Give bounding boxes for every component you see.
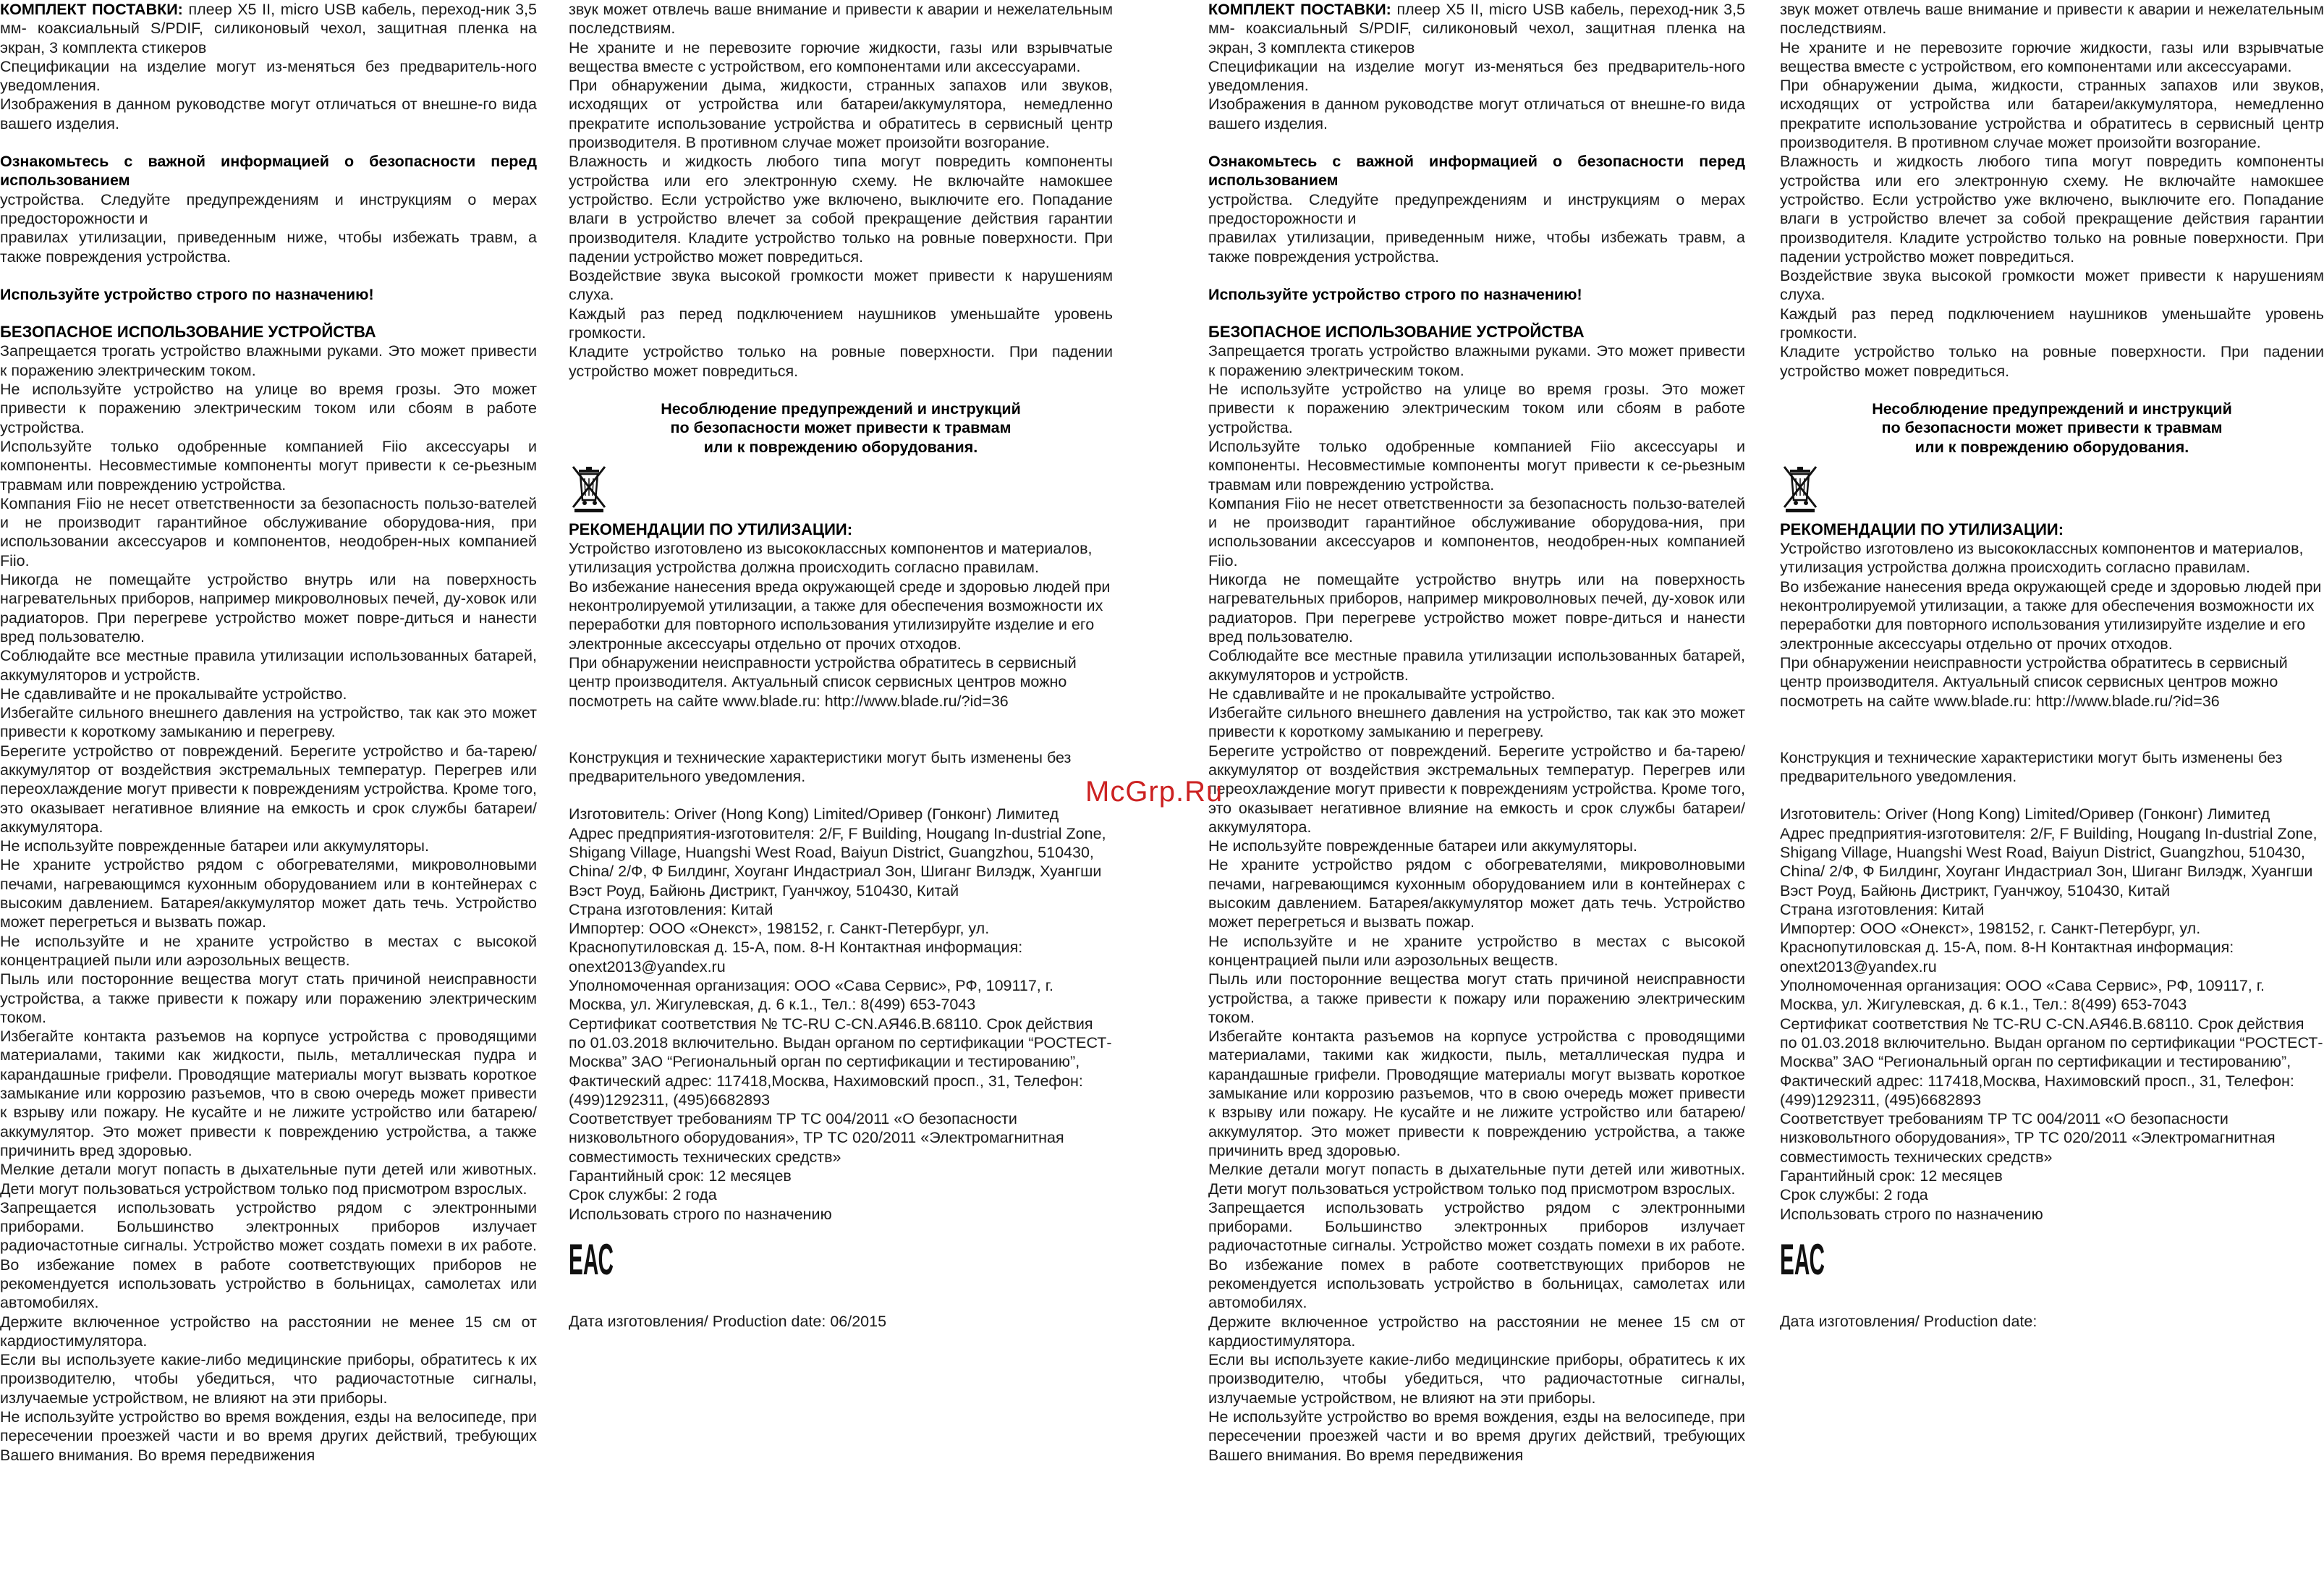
warning-line: или к повреждению оборудования. <box>1914 438 2189 456</box>
safe-use-title: БЕЗОПАСНОЕ ИСПОЛЬЗОВАНИЕ УСТРОЙСТВА <box>1208 323 1585 342</box>
construction-note: Конструкция и технические характеристики могут быть изменены без предварительного уведомления. <box>1780 748 2283 786</box>
warning-line: Несоблюдение предупреждений и инструкций <box>1872 399 2232 418</box>
manufacturer-line: Использовать строго по назначению <box>1780 1205 2043 1223</box>
specs-note: Спецификации на изделие могут из-меняться без предваритель-ного уведомления. <box>1208 57 1745 95</box>
safety-intro-title: Ознакомьтесь с важной информацией о безопасности перед использованием <box>1208 153 1745 190</box>
warning-line: или к повреждению оборудования. <box>703 438 978 456</box>
safety-paragraph: Соблюдайте все местные правила утилизации использованных батарей, аккумуляторов и устройств. <box>1208 647 1745 684</box>
safety-paragraph: Кладите устройство только на ровные поверхности. При падении устройство может повредиться. <box>1780 343 2324 380</box>
safety-paragraph: Никогда не помещайте устройство внутрь или на поверхность нагревательных приборов, например микроволновых печей, ду-ховок или радиаторов. При перегреве устройство может повре-диться и нанести вред пользователю. <box>0 571 537 645</box>
safety-paragraph: Держите включенное устройство на расстоянии не менее 15 см от кардиостимулятора. <box>1208 1313 1745 1350</box>
safety-paragraph: При обнаружении дыма, жидкости, странных запахов или звуков, исходящих от устройства или батареи/аккумулятора, немедленно прекратите использование устройства и обратитесь в сервисный центр производителя. В противном случае может произойти возгорание. <box>1780 77 2324 152</box>
safety-intro-title: Ознакомьтесь с важной информацией о безопасности перед использованием <box>0 153 537 190</box>
safety-paragraph: Не храните устройство рядом с обогревателями, микроволновыми печами, нагревающимся кухонным оборудованием или в контейнерах с высоким давлением. Батарея/аккумулятор может дать течь. Устройство может перегреться и вызвать пожар. <box>0 856 537 931</box>
eac-mark-icon <box>569 1232 1113 1283</box>
safety-paragraph: Каждый раз перед подключением наушников уменьшайте уровень громкости. <box>569 305 1113 342</box>
manufacturer-line: Соответствует требованиям ТР ТС 004/2011 «О безопасности низковольтного оборудования», ТР ТС 020/2011 «Электромагнитная совместимость технических средств» <box>569 1110 1064 1166</box>
manufacturer-line: Страна изготовления: Китай <box>1780 900 1985 918</box>
construction-note: Конструкция и технические характеристики могут быть изменены без предварительного уведомления. <box>569 748 1072 786</box>
safety-intro-line: устройства. Следуйте предупреждениям и инструкциям о мерах предосторожности и <box>1208 190 1745 227</box>
safety-paragraph: Запрещается использовать устройство рядом с электронными приборами. Большинство электронных приборов излучает радиочастотные сигналы. Устройство может создать помехи в их работе. Во избежание помех в работе соответствующих приборов не рекомендуется использовать устройство в больницах, самолетах или автомобилях. <box>0 1198 537 1312</box>
safety-paragraph: Воздействие звука высокой громкости может привести к нарушениям слуха. <box>569 267 1113 304</box>
disposal-title: РЕКОМЕНДАЦИИ ПО УТИЛИЗАЦИИ: <box>1780 520 2064 538</box>
warning-line: по безопасности может привести к травмам <box>670 419 1012 437</box>
safety-paragraph: Воздействие звука высокой громкости может привести к нарушениям слуха. <box>1780 267 2324 304</box>
manufacturer-line: Использовать строго по назначению <box>569 1205 832 1223</box>
safety-paragraph: Компания Fiio не несет ответственности за безопасность пользо-вателей и не производит гарантийное обслуживание оборудова-ния, при использовании аксессуаров и компонентов, неодобрен-ных компанией Fiio. <box>1208 494 1745 570</box>
safety-paragraph: Не используйте поврежденные батареи или аккумуляторы. <box>1208 837 1637 855</box>
safety-paragraph: Не сдавливайте и не прокалывайте устройство. <box>1208 685 1556 703</box>
safe-use-title: БЕЗОПАСНОЕ ИСПОЛЬЗОВАНИЕ УСТРОЙСТВА <box>0 323 376 342</box>
safety-paragraph: Не используйте устройство во время вождения, езды на велосипеде, при пересечении проезжей части и во время других действий, требующих Вашего внимания. Во время передвижения <box>1208 1408 1745 1464</box>
safety-paragraph: Мелкие детали могут попасть в дыхательные пути детей или животных. Дети могут пользоваться устройством только под присмотром взрослых. <box>0 1161 537 1198</box>
manufacturer-line: Срок службы: 2 года <box>1780 1186 1928 1204</box>
safety-paragraph: Кладите устройство только на ровные поверхности. При падении устройство может повредиться. <box>569 343 1113 380</box>
manufacturer-line: Адрес предприятия-изготовителя: 2/F, F Building, Hougang In-dustrial Zone, Shigang Village, Huangshi West Road, Baiyun District, Guangzhou, 510430, China/ 2/Ф, Ф Билдинг, Хоуганг Индастриал Зон, Шиганг Вилэдж, Хуангши Вэст Роуд, Байюнь Дистрикт, Гуанчжоу, 510430, Китай <box>569 824 1106 899</box>
disposal-paragraph: При обнаружении неисправности устройства обратитесь в сервисный центр производителя. Актуальный список сервисных центров можно посмотреть на сайте www.blade.ru: http://www.blade.ru/?id=36 <box>1780 653 2288 710</box>
safety-intro-line: правилах утилизации, приведенным ниже, чтобы избежать травм, а также повреждения устройства. <box>0 229 537 266</box>
use-strictly-heading: Используйте устройство строго по назначению! <box>0 285 374 303</box>
safety-paragraph: Не храните и не перевозите горючие жидкости, газы или взрывчатые вещества вместе с устройством, его компонентами или аксессуарами. <box>569 38 1113 75</box>
safety-paragraph: Запрещается трогать устройство влажными руками. Это может привести к поражению электрическим током. <box>1208 342 1745 379</box>
disposal-title: РЕКОМЕНДАЦИИ ПО УТИЛИЗАЦИИ: <box>569 520 853 538</box>
safety-paragraph: Не используйте устройство на улице во время грозы. Это может привести к поражению электрическим током или сбоям в работе устройства. <box>0 381 537 436</box>
manufacturer-line: Соответствует требованиям ТР ТС 004/2011 «О безопасности низковольтного оборудования», ТР ТС 020/2011 «Электромагнитная совместимость технических средств» <box>1780 1110 2276 1166</box>
safety-paragraph: Не используйте и не храните устройство в местах с высокой концентрацией пыли или аэрозольных веществ. <box>0 932 537 969</box>
disposal-paragraph: Во избежание нанесения вреда окружающей среде и здоровью людей при неконтролируемой утилизации, а также для обеспечения возможности их переработки для повторного использования утилизируйте изделие и его электронные аксессуары отдельно от прочих отходов. <box>569 577 1111 653</box>
manufacturer-line: Гарантийный срок: 12 месяцев <box>1780 1167 2003 1185</box>
safety-paragraph: Мелкие детали могут попасть в дыхательные пути детей или животных. Дети могут пользоваться устройством только под присмотром взрослых. <box>1208 1161 1745 1198</box>
safety-paragraph: Никогда не помещайте устройство внутрь или на поверхность нагревательных приборов, например микроволновых печей, ду-ховок или радиаторов. При перегреве устройство может повре-диться и нанести вред пользователю. <box>1208 571 1745 645</box>
safety-paragraph: Берегите устройство от повреждений. Берегите устройство и ба-тарею/аккумулятор от воздействия экстремальных температур. Перегрев или переохлаждение могут привести к повреждениям устройства. Кроме того, это оказывает негативное влияние на емкость и срок службы батареи/аккумулятора. <box>1208 742 1745 836</box>
manufacturer-line: Изготовитель: Oriver (Hong Kong) Limited/Оривер (Гонконг) Лимитед <box>1780 805 2270 824</box>
safety-paragraph: Используйте только одобренные компанией Fiio аксессуары и компоненты. Несовместимые компоненты могут привести к се-рьезным травмам или повреждению устройства. <box>1208 437 1745 494</box>
disposal-paragraph: Устройство изготовлено из высококлассных компонентов и материалов, утилизация устройства должна происходить согласно правилам. <box>1780 540 2304 577</box>
disposal-paragraph: При обнаружении неисправности устройства обратитесь в сервисный центр производителя. Актуальный список сервисных центров можно посмотреть на сайте www.blade.ru: http://www.blade.ru/?id=36 <box>569 653 1077 710</box>
package-contents: КОМПЛЕКТ ПОСТАВКИ: плеер X5 II, micro USB кабель, переход-ник 3,5 мм- коаксиальный S/PDIF, силиконовый чехол, защитная пленка на экран, 3 комплекта стикеров <box>0 1 537 56</box>
safety-intro-line: правилах утилизации, приведенным ниже, чтобы избежать травм, а также повреждения устройства. <box>1208 229 1745 266</box>
safety-paragraph: Избегайте сильного внешнего давления на устройство, так как это может привести к короткому замыканию и перегреву. <box>1208 704 1745 741</box>
warning-line: Несоблюдение предупреждений и инструкций <box>661 399 1021 418</box>
manufacturer-line: Уполномоченная организация: ООО «Сава Сервис», РФ, 109117, г. Москва, ул. Жигулевская, д. 6 к.1., Тел.: 8(499) 653-7043 <box>1780 977 2265 1014</box>
right-page-column-1 <box>1208 0 1745 1579</box>
right-page-column-2 <box>1780 0 2324 1579</box>
manufacturer-line: Импортер: ООО «Онекст», 198152, г. Санкт-Петербург, ул. Краснопутиловская д. 15-А, пом. 8-Н Контактная информация: onext2013@yandex.ru <box>569 920 1023 975</box>
safety-paragraph: Не храните и не перевозите горючие жидкости, газы или взрывчатые вещества вместе с устройством, его компонентами или аксессуарами. <box>1780 38 2324 75</box>
safety-paragraph: Если вы используете какие-либо медицинские приборы, обратитесь к их производителю, чтобы убедиться, что радиочастотные сигналы, излучаемые устройством, не влияют на эти приборы. <box>0 1351 537 1407</box>
safety-paragraph: Каждый раз перед подключением наушников уменьшайте уровень громкости. <box>1780 305 2324 342</box>
safety-paragraph: Влажность и жидкость любого типа могут повредить компоненты устройства или его электронную схему. Не включайте намокшее устройство. Если устройство уже включено, выключите его. Попадание влаги в устройство влечет за собой прекращение действия гарантии производителя. Кладите устройство только на ровные поверхности. При падении устройство может повредиться. <box>1780 153 2324 266</box>
manufacturer-line: Гарантийный срок: 12 месяцев <box>569 1167 792 1185</box>
manufacturer-line: Изготовитель: Oriver (Hong Kong) Limited/Оривер (Гонконг) Лимитед <box>569 805 1059 824</box>
manufacturer-line: Срок службы: 2 года <box>569 1186 717 1204</box>
safety-paragraph: Соблюдайте все местные правила утилизации использованных батарей, аккумуляторов и устройств. <box>0 647 537 684</box>
safety-intro-line: устройства. Следуйте предупреждениям и инструкциям о мерах предосторожности и <box>0 190 537 227</box>
safety-paragraph: Компания Fiio не несет ответственности за безопасность пользо-вателей и не производит гарантийное обслуживание оборудова-ния, при использовании аксессуаров и компонентов, неодобрен-ных компанией Fiio. <box>0 494 537 570</box>
safety-paragraph: Берегите устройство от повреждений. Берегите устройство и ба-тарею/аккумулятор от воздействия экстремальных температур. Перегрев или переохлаждение могут привести к повреждениям устройства. Кроме того, это оказывает негативное влияние на емкость и срок службы батареи/аккумулятора. <box>0 742 537 836</box>
safety-paragraph: Не используйте устройство во время вождения, езды на велосипеде, при пересечении проезжей части и во время других действий, требующих Вашего внимания. Во время передвижения <box>0 1408 537 1464</box>
safety-paragraph: звук может отвлечь ваше внимание и привести к аварии и нежелательным последствиям. <box>569 1 1113 38</box>
manufacturer-line: Сертификат соответствия № TC-RU C-CN.АЯ46.В.68110. Срок действия по 01.03.2018 включительно. Выдан органом по сертификации “РОСТЕСТ- Москва” ЗАО “Региональный орган по сертификации и тестированию”, Фактический адрес: 117418,Москва, Нахимовский просп., 31, Телефон: (499)1292311, (495)6682893 <box>569 1015 1112 1109</box>
safety-paragraph: Не используйте устройство на улице во время грозы. Это может привести к поражению электрическим током или сбоям в работе устройства. <box>1208 381 1745 436</box>
safety-paragraph: Запрещается использовать устройство рядом с электронными приборами. Большинство электронных приборов излучает радиочастотные сигналы. Устройство может создать помехи в их работе. Во избежание помех в работе соответствующих приборов не рекомендуется использовать устройство в больницах, самолетах или автомобилях. <box>1208 1198 1745 1312</box>
weee-bin-icon <box>569 464 1113 515</box>
manufacturer-line: Уполномоченная организация: ООО «Сава Сервис», РФ, 109117, г. Москва, ул. Жигулевская, д. 6 к.1., Тел.: 8(499) 653-7043 <box>569 977 1053 1014</box>
specs-note: Спецификации на изделие могут из-меняться без предваритель-ного уведомления. <box>0 57 537 95</box>
watermark: McGrp.Ru <box>1085 776 1224 808</box>
safety-paragraph: звук может отвлечь ваше внимание и привести к аварии и нежелательным последствиям. <box>1780 1 2324 38</box>
safety-paragraph: Избегайте контакта разъемов на корпусе устройства с проводящими материалами, такими как жидкости, пыль, металлическая пудра и карандашные грифели. Проводящие материалы могут вызвать короткое замыкание или коррозию разъемов, что в свою очередь может привести к взрыву или пожару. Не кусайте и не лижите устройство или батарею/аккумулятор. Это может привести к повреждению устройства, а также причинить вред здоровью. <box>0 1028 537 1159</box>
safety-paragraph: Избегайте сильного внешнего давления на устройство, так как это может привести к короткому замыканию и перегреву. <box>0 704 537 741</box>
safety-paragraph: Если вы используете какие-либо медицинские приборы, обратитесь к их производителю, чтобы убедиться, что радиочастотные сигналы, излучаемые устройством, не влияют на эти приборы. <box>1208 1351 1745 1407</box>
eac-label: ЕАС <box>569 1235 614 1284</box>
package-contents: КОМПЛЕКТ ПОСТАВКИ: плеер X5 II, micro USB кабель, переход-ник 3,5 мм- коаксиальный S/PDIF, силиконовый чехол, защитная пленка на экран, 3 комплекта стикеров <box>1208 1 1745 56</box>
disposal-paragraph: Устройство изготовлено из высококлассных компонентов и материалов, утилизация устройства должна происходить согласно правилам. <box>569 540 1093 577</box>
left-page-column-1 <box>0 0 537 1579</box>
warning-line: по безопасности может привести к травмам <box>1881 419 2223 437</box>
images-note: Изображения в данном руководстве могут отличаться от внешне-го вида вашего изделия. <box>0 96 537 132</box>
weee-bin-icon <box>1780 464 2324 515</box>
manufacturer-line: Импортер: ООО «Онекст», 198152, г. Санкт-Петербург, ул. Краснопутиловская д. 15-А, пом. 8-Н Контактная информация: onext2013@yandex.ru <box>1780 920 2234 975</box>
eac-mark-icon <box>1780 1232 2324 1283</box>
safety-paragraph: Не храните устройство рядом с обогревателями, микроволновыми печами, нагревающимся кухонным оборудованием или в контейнерах с высоким давлением. Батарея/аккумулятор может дать течь. Устройство может перегреться и вызвать пожар. <box>1208 856 1745 931</box>
eac-label: ЕАС <box>1780 1235 1825 1284</box>
manufacturer-line: Сертификат соответствия № TC-RU C-CN.АЯ46.В.68110. Срок действия по 01.03.2018 включительно. Выдан органом по сертификации “РОСТЕСТ- Москва” ЗАО “Региональный орган по сертификации и тестированию”, Фактический адрес: 117418,Москва, Нахимовский просп., 31, Телефон: (499)1292311, (495)6682893 <box>1780 1015 2323 1109</box>
disposal-paragraph: Во избежание нанесения вреда окружающей среде и здоровью людей при неконтролируемой утилизации, а также для обеспечения возможности их переработки для повторного использования утилизируйте изделие и его электронные аксессуары отдельно от прочих отходов. <box>1780 577 2322 653</box>
safety-paragraph: Не используйте поврежденные батареи или аккумуляторы. <box>0 837 429 855</box>
safety-paragraph: Не используйте и не храните устройство в местах с высокой концентрацией пыли или аэрозольных веществ. <box>1208 932 1745 969</box>
safety-paragraph: Запрещается трогать устройство влажными руками. Это может привести к поражению электрическим током. <box>0 342 537 379</box>
safety-paragraph: При обнаружении дыма, жидкости, странных запахов или звуков, исходящих от устройства или батареи/аккумулятора, немедленно прекратите использование устройства и обратитесь в сервисный центр производителя. В противном случае может произойти возгорание. <box>569 77 1113 152</box>
safety-paragraph: Пыль или посторонние вещества могут стать причиной неисправности устройства, а также привести к пожару или поражению электрическим током. <box>1208 970 1745 1026</box>
safety-paragraph: Избегайте контакта разъемов на корпусе устройства с проводящими материалами, такими как жидкости, пыль, металлическая пудра и карандашные грифели. Проводящие материалы могут вызвать короткое замыкание или коррозию разъемов, что в свою очередь может привести к взрыву или пожару. Не кусайте и не лижите устройство или батарею/аккумулятор. Это может привести к повреждению устройства, а также причинить вред здоровью. <box>1208 1028 1745 1159</box>
safety-paragraph: Держите включенное устройство на расстоянии не менее 15 см от кардиостимулятора. <box>0 1313 537 1350</box>
production-date: Дата изготовления/ Production date: 06/2015 <box>569 1312 887 1330</box>
production-date: Дата изготовления/ Production date: <box>1780 1312 2037 1330</box>
manufacturer-line: Страна изготовления: Китай <box>569 900 773 918</box>
use-strictly-heading: Используйте устройство строго по назначению! <box>1208 285 1582 303</box>
manufacturer-line: Адрес предприятия-изготовителя: 2/F, F Building, Hougang In-dustrial Zone, Shigang Village, Huangshi West Road, Baiyun District, Guangzhou, 510430, China/ 2/Ф, Ф Билдинг, Хоуганг Индастриал Зон, Шиганг Вилэдж, Хуангши Вэст Роуд, Байюнь Дистрикт, Гуанчжоу, 510430, Китай <box>1780 824 2317 899</box>
safety-paragraph: Пыль или посторонние вещества могут стать причиной неисправности устройства, а также привести к пожару или поражению электрическим током. <box>0 970 537 1026</box>
safety-paragraph: Влажность и жидкость любого типа могут повредить компоненты устройства или его электронную схему. Не включайте намокшее устройство. Если устройство уже включено, выключите его. Попадание влаги в устройство влечет за собой прекращение действия гарантии производителя. Кладите устройство только на ровные поверхности. При падении устройство может повредиться. <box>569 153 1113 266</box>
safety-paragraph: Не сдавливайте и не прокалывайте устройство. <box>0 685 347 703</box>
left-page-column-2 <box>569 0 1113 1579</box>
safety-paragraph: Используйте только одобренные компанией Fiio аксессуары и компоненты. Несовместимые компоненты могут привести к се-рьезным травмам или повреждению устройства. <box>0 437 537 494</box>
images-note: Изображения в данном руководстве могут отличаться от внешне-го вида вашего изделия. <box>1208 96 1745 132</box>
